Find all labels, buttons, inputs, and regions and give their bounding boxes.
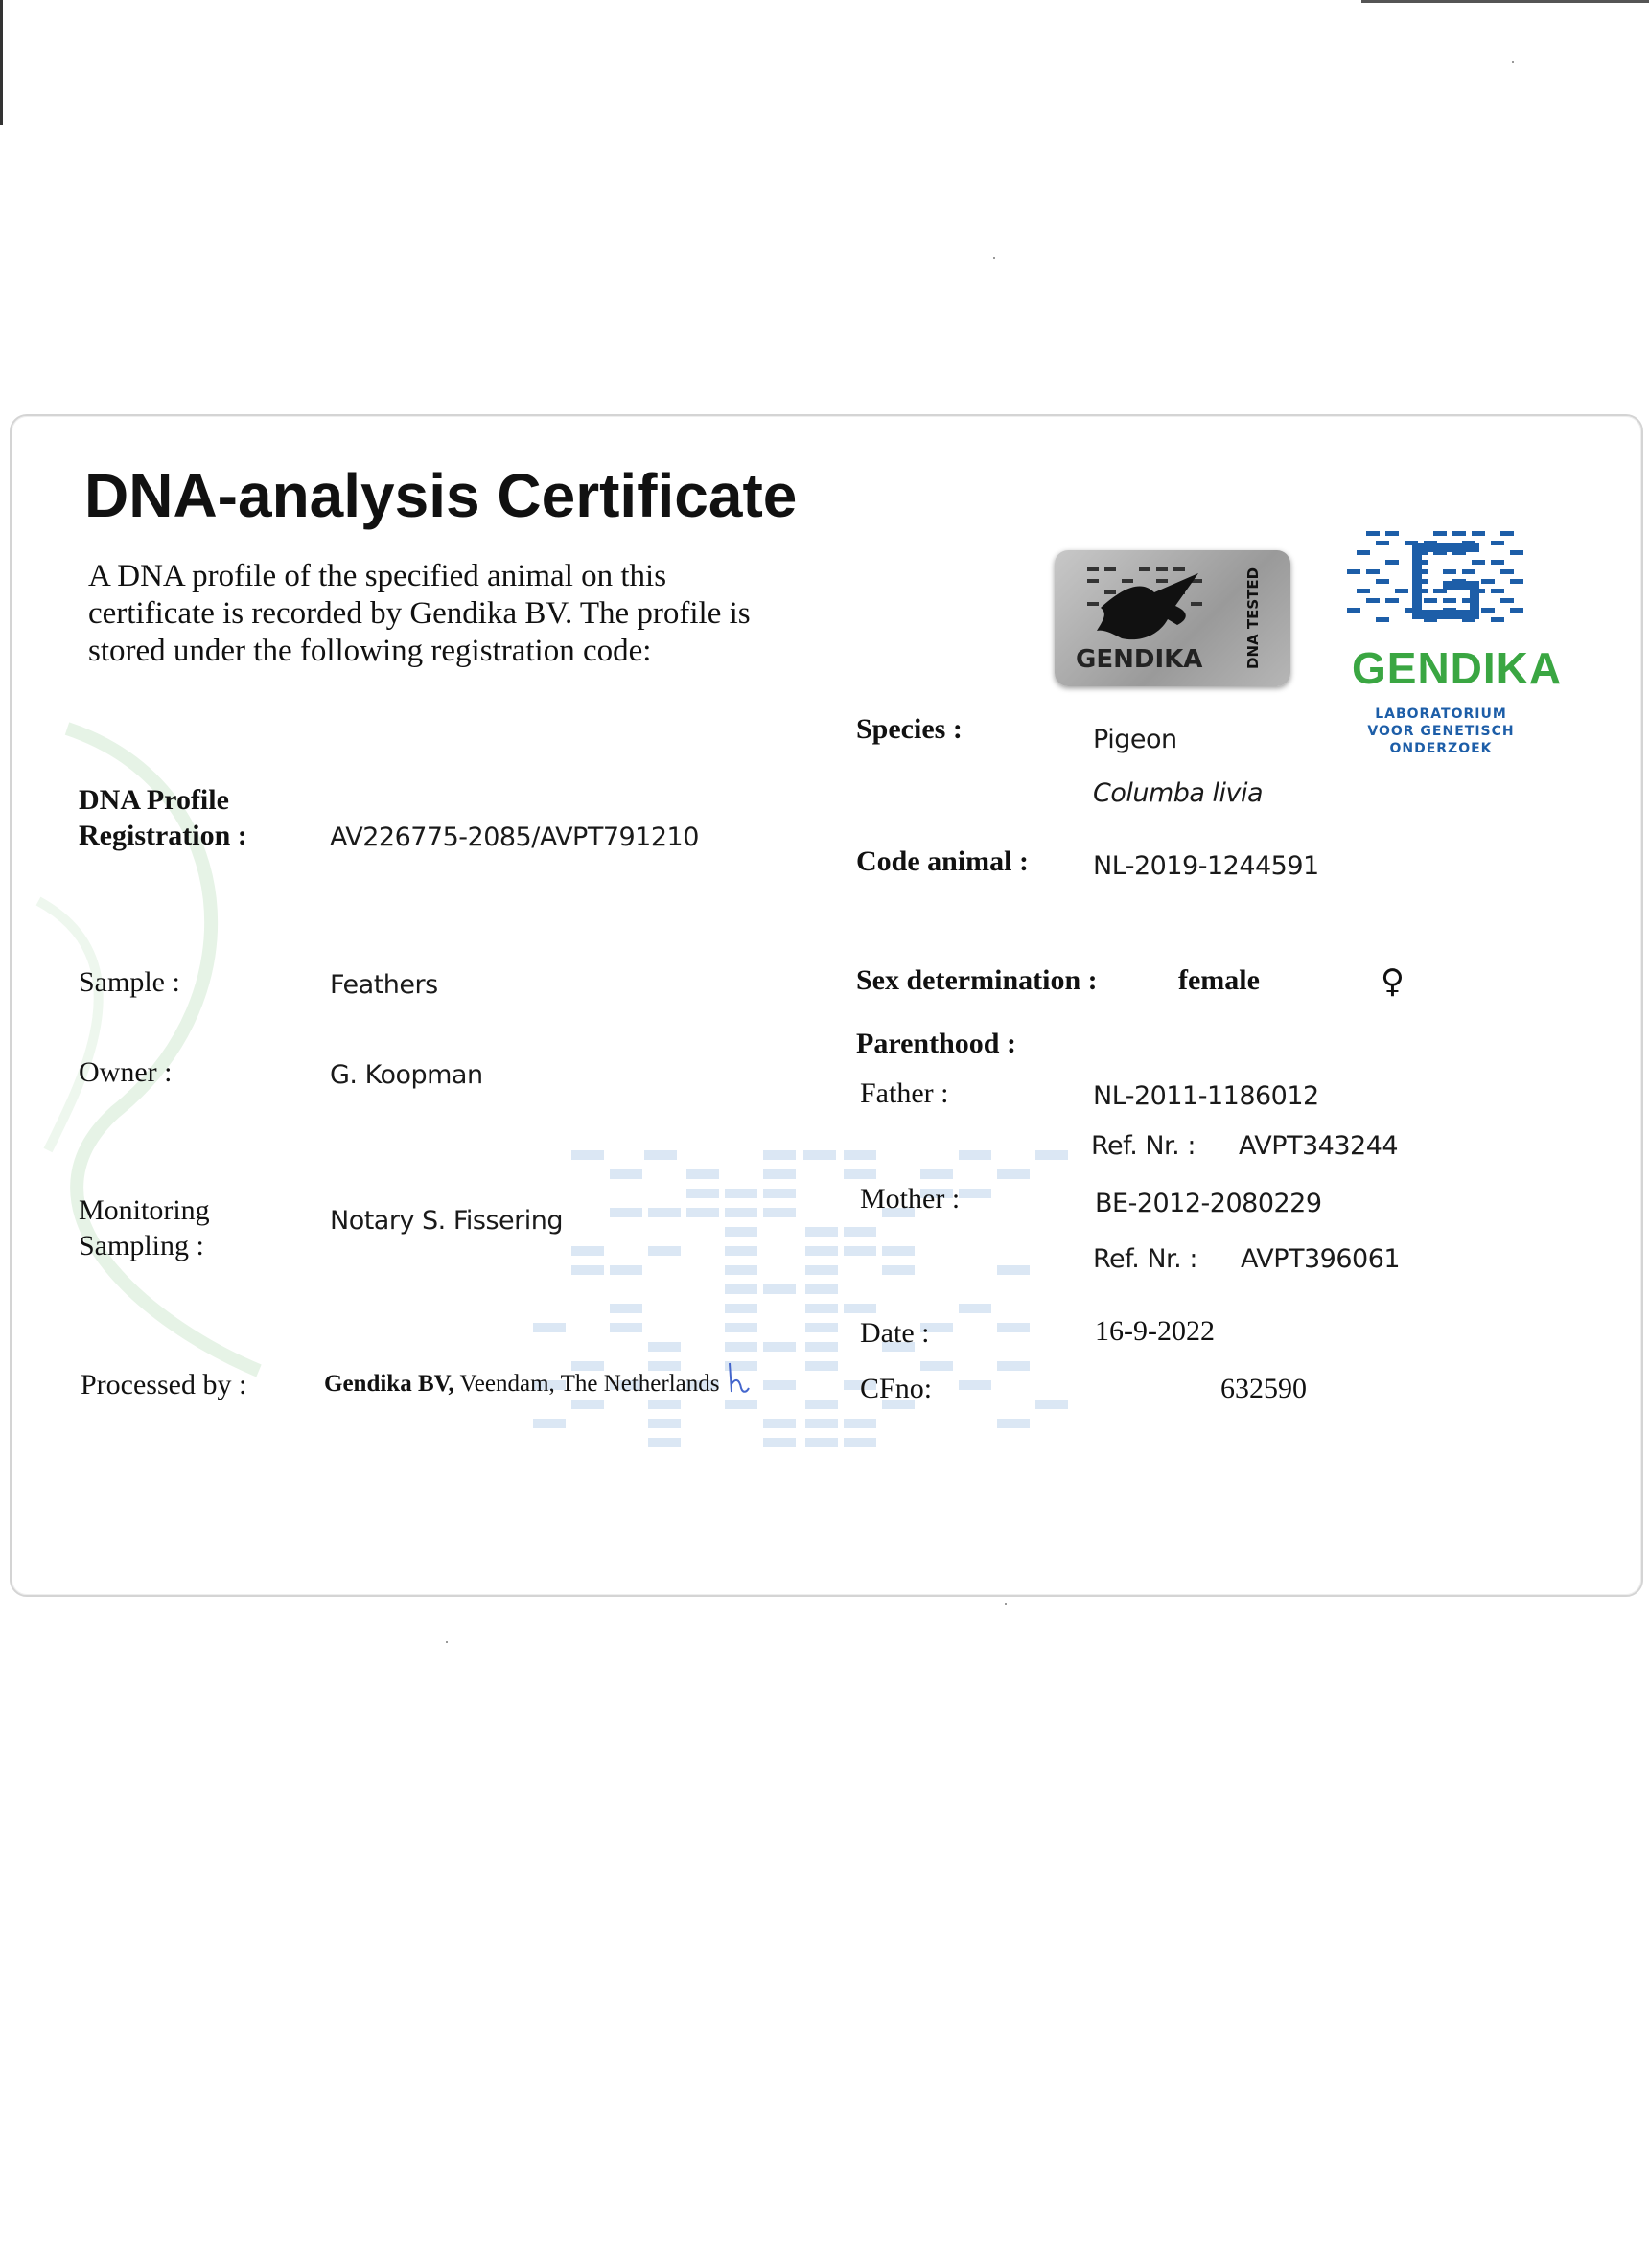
- father-ref-label: Ref. Nr. :: [1091, 1131, 1196, 1161]
- species-label: Species :: [856, 713, 963, 745]
- father-label: Father :: [860, 1077, 949, 1109]
- mother-value: BE-2012-2080229: [1095, 1189, 1322, 1218]
- sex-value: female: [1178, 964, 1260, 996]
- species-latin-value: Columba livia: [1093, 778, 1264, 808]
- scan-speck: [993, 257, 995, 259]
- intro-text: A DNA profile of the specified animal on this certificate is recorded by Gendika BV. The profile is stored under the following registration code:: [88, 559, 751, 668]
- father-ref-value: AVPT343244: [1239, 1131, 1399, 1161]
- code-animal-value: NL-2019-1244591: [1093, 851, 1319, 881]
- sample-value: Feathers: [330, 970, 438, 1000]
- scan-speck: [1005, 1603, 1007, 1605]
- monitoring-label: Monitoring Sampling :: [79, 1194, 210, 1261]
- father-value: NL-2011-1186012: [1093, 1081, 1319, 1111]
- cfno-label: CFno:: [860, 1373, 933, 1404]
- scan-edge-mark: [0, 0, 3, 125]
- monitoring-value: Notary S. Fissering: [330, 1206, 563, 1236]
- scan-speck: [1512, 61, 1514, 63]
- female-symbol-icon: ♀: [1381, 962, 1405, 1001]
- sample-label: Sample :: [79, 966, 180, 998]
- mother-ref-label: Ref. Nr. :: [1093, 1244, 1197, 1274]
- scan-speck: [446, 1641, 448, 1643]
- gendika-watermark: [518, 1141, 1131, 1486]
- cfno-value: 632590: [1220, 1373, 1307, 1404]
- processed-value: [324, 1371, 720, 1398]
- code-animal-label: Code animal :: [856, 845, 1029, 877]
- handwritten-initial: [726, 1359, 751, 1398]
- dna-tested-seal: [1055, 550, 1290, 686]
- processed-location: Veendam, The Netherlands: [453, 1371, 720, 1397]
- owner-value: G. Koopman: [330, 1060, 483, 1090]
- owner-label: Owner :: [79, 1056, 173, 1088]
- sex-label: Sex determination :: [856, 964, 1098, 996]
- processed-company: Gendika BV,: [324, 1371, 454, 1397]
- mother-label: Mother :: [860, 1183, 961, 1215]
- logo-wordmark: GENDIKA: [1352, 643, 1563, 693]
- page-title: DNA-analysis Certificate: [84, 461, 798, 530]
- scan-edge-mark: [1361, 0, 1649, 3]
- seal-graphic: [1055, 550, 1290, 686]
- seal-side-text: DNA TESTED: [1244, 567, 1262, 669]
- processed-label: Processed by :: [81, 1369, 247, 1400]
- date-label: Date :: [860, 1317, 930, 1349]
- species-common-value: Pigeon: [1093, 725, 1177, 754]
- mother-ref-value: AVPT396061: [1241, 1244, 1401, 1274]
- logo-subtitle: LABORATORIUM VOOR GENETISCH ONDERZOEK: [1367, 706, 1515, 756]
- seal-brand-text: GENDIKA: [1076, 645, 1203, 674]
- registration-value: AV226775-2085/AVPT791210: [330, 822, 699, 852]
- date-value: 16-9-2022: [1095, 1315, 1215, 1347]
- parenthood-label: Parenthood :: [856, 1028, 1016, 1059]
- gendika-logo: [1347, 529, 1529, 636]
- registration-label: DNA Profile Registration :: [79, 784, 247, 851]
